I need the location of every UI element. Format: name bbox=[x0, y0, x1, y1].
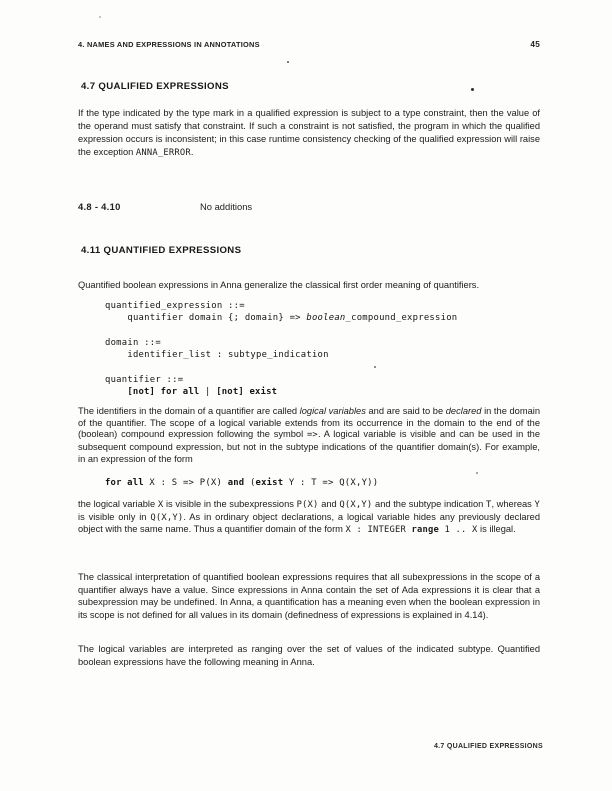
scan-speck bbox=[476, 472, 478, 474]
scan-speck bbox=[374, 366, 376, 368]
example-expression-code: for all X : S => P(X) and (exist Y : T => Q(X,Y)) bbox=[105, 478, 379, 488]
paragraph-logical-variables-meaning: The logical variables are interpreted as ranging over the set of values of the indicated subtype. Quantified boolean expressions have the following meaning in Anna. bbox=[78, 644, 540, 667]
bnf-grammar-block: quantified_expression ::= quantifier domain {; domain} => boolean_compound_expression domain ::= identifier_list : subtype_indication quantifier ::= [not] for all | [not] exist bbox=[105, 301, 458, 398]
scan-speck bbox=[471, 88, 474, 91]
page-number: 45 bbox=[530, 40, 540, 49]
paragraph-visibility: the logical variable X is visible in the subexpressions P(X) and Q(X,Y) and the subtype indication T, whereas Y is visible only in Q(X,Y). As in ordinary object declarations, a logical variable hides any previously declared object with the same name. Thus a quantifier domain of the form X : INTEGER range 1 .. X is illegal. bbox=[78, 499, 541, 536]
section-heading-4-11: 4.11 QUANTIFIED EXPRESSIONS bbox=[81, 245, 242, 256]
running-header bbox=[78, 40, 540, 49]
no-additions-row bbox=[78, 201, 540, 212]
scan-speck bbox=[287, 61, 289, 63]
paragraph-quantified-intro: Quantified boolean expressions in Anna generalize the classical first order meaning of quantifiers. bbox=[78, 280, 480, 290]
running-header-title: 4. NAMES AND EXPRESSIONS IN ANNOTATIONS bbox=[78, 40, 260, 49]
section-range-label: 4.8 - 4.10 bbox=[78, 201, 121, 212]
no-additions-label: No additions bbox=[200, 201, 253, 212]
paragraph-logical-variables: The identifiers in the domain of a quantifier are called logical variables and are said to be declared in the domain of the quantifier. The scope of a logical variable extends from its occurrence in the domain to the end of the (boolean) compound expression following the symbol =>. A logical variable is visible and can be used in the subsequent compound expression, but not in the subtype indications of the quantifier domain(s). For example, in an expression of the form bbox=[78, 406, 540, 464]
scan-speck bbox=[99, 16, 101, 18]
paragraph-classical-interpretation: The classical interpretation of quantified boolean expressions requires that all subexpressions in the scope of a quantifier always have a value. Since expressions in Anna contain the set of Ada expressions it is clear that a subexpression may be undefined. In Anna, a quantification has a meaning even when the boolean expression in its scope is not defined for all values in its domain (definedness of expressions is explained in 4.14). bbox=[78, 572, 540, 620]
section-heading-4-7: 4.7 QUALIFIED EXPRESSIONS bbox=[81, 81, 229, 92]
page-footer: 4.7 QUALIFIED EXPRESSIONS bbox=[433, 743, 543, 750]
paragraph-qualified-expressions: If the type indicated by the type mark in a qualified expression is subject to a type constraint, then the value of the operand must satisfy that constraint. If such a constraint is not satisfied, the program in which the qualified expression occurs is inconsistent; in this case runtime consistency checking of the qualified expression will raise the exception ANNA_ERROR. bbox=[78, 108, 540, 158]
